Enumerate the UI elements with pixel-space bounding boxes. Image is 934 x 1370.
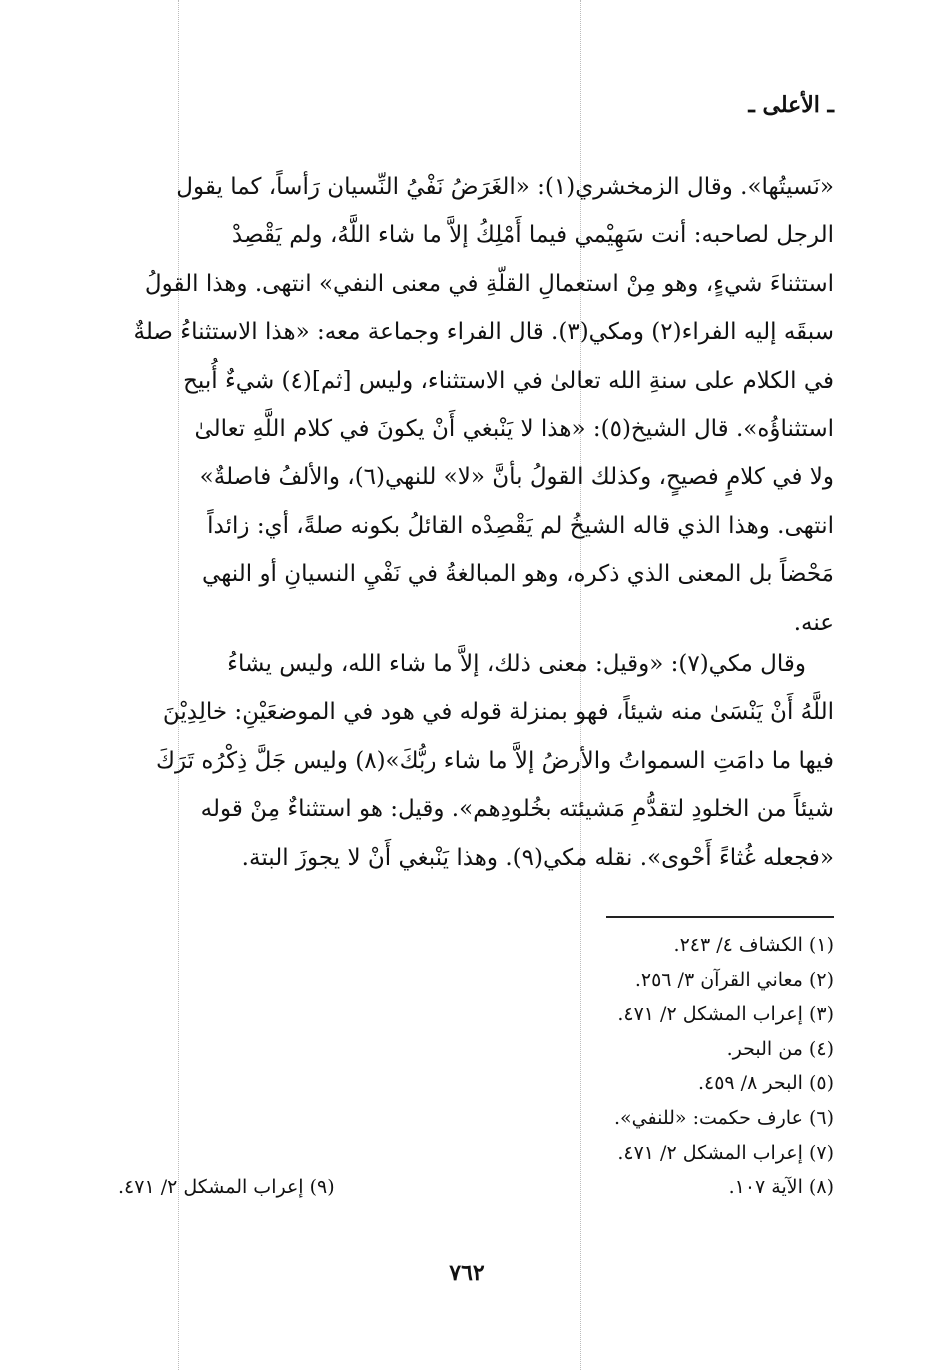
footnote-item: (٥) البحر ٨/ ٤٥٩. <box>697 1072 834 1095</box>
footnote-item: (٨) الآية ١٠٧. <box>728 1176 834 1199</box>
text-line: الرجل لصاحبه: أنت سَهِيْمي فيما أَمْلِكُ إلاَّ ما شاء اللَّهُ، ولم يَقْصِدْ <box>231 222 834 249</box>
text-line: «نَسيتُها». وقال الزمخشري(١): «الغَرَضُ نَفْيُ النِّسيان رَأساً، كما يقول <box>176 174 834 200</box>
text-line: انتهى. وهذا الذي قاله الشيخُ لم يَقْصِدْه القائلُ بكونه صلةً، أي: زائداً <box>207 512 834 539</box>
page-header-title: ـ الأعلى ـ <box>748 92 834 118</box>
footnote-item: (٦) عارف حكمت: «للنفي». <box>614 1106 834 1129</box>
text-line: مَحْضاً بل المعنى الذي ذكره، وهو المبالغةُ في نَفْيِ النسيانِ أو النهي <box>202 561 834 588</box>
text-line: عنه. <box>793 609 834 636</box>
text-line: استثناءَ شيءٍ، وهو مِنْ استعمالِ القلّةِ في معنى النفي» انتهى. وهذا القولُ <box>144 270 834 297</box>
footnote-item: (٤) من البحر. <box>726 1037 834 1060</box>
text-line: ولا في كلامٍ فصيحٍ، وكذلك القولُ بأنَّ «لا» للنهي(٦)، والألفُ فاصلةٌ» <box>199 464 834 491</box>
paragraph-2 <box>118 640 834 882</box>
footnote-divider <box>606 916 834 918</box>
text-line: «فجعله غُثاءً أَحْوى». نقله مكي(٩). وهذا يَنْبغي أَنْ لا يجوزَ البتة. <box>241 844 834 871</box>
footnote-item-9: (٩) إعراب المشكل ٢/ ٤٧١. <box>118 1176 335 1199</box>
text-line: فيها ما دامَتِ السمواتُ والأرضُ إلاَّ ما شاء ربُّكَ»(٨) وليس جَلَّ ذِكْرُه تَرَكَ <box>155 747 834 774</box>
footnote-item: (١) الكشاف ٤/ ٢٤٣. <box>673 934 834 956</box>
text-line: وقال مكي(٧): «وقيل: معنى ذلك، إلاَّ ما شاء الله، وليس يشاءُ <box>227 651 806 677</box>
text-line: في الكلام على سنةِ الله تعالىٰ في الاستثناء، وليس [ثم](٤) شيءٌ أُبيح <box>183 367 834 394</box>
text-line: سبقَه إليه الفراء(٢) ومكي(٣). قال الفراء وجماعة معه: «هذا الاستثناءُ صلةٌ <box>133 319 834 346</box>
footnote-item: (٢) معاني القرآن ٣/ ٢٥٦. <box>634 968 834 991</box>
footnotes <box>118 928 834 1205</box>
text-line: استثناؤُه». قال الشيخ(٥): «هذا لا يَنْبغي أَنْ يكونَ في كلام اللَّهِ تعالىٰ <box>194 416 834 443</box>
footnote-last-row <box>118 1170 834 1205</box>
paragraph-1 <box>118 163 834 647</box>
text-line: اللَّهُ أَنْ يَنْسَىٰ منه شيئاً، فهو بمنزلة قوله في هود في الموضعَيْنِ: خالِدِيْنَ <box>162 699 834 726</box>
text-line: شيئاً من الخلودِ لتقدُّمِ مَشيئته بخُلودِهم». وقيل: هو استثناءٌ مِنْ قوله <box>200 796 834 823</box>
page-number: ٧٦٢ <box>449 1260 485 1286</box>
footnote-item: (٧) إعراب المشكل ٢/ ٤٧١. <box>617 1141 834 1164</box>
footnote-item: (٣) إعراب المشكل ٢/ ٤٧١. <box>617 1003 834 1026</box>
